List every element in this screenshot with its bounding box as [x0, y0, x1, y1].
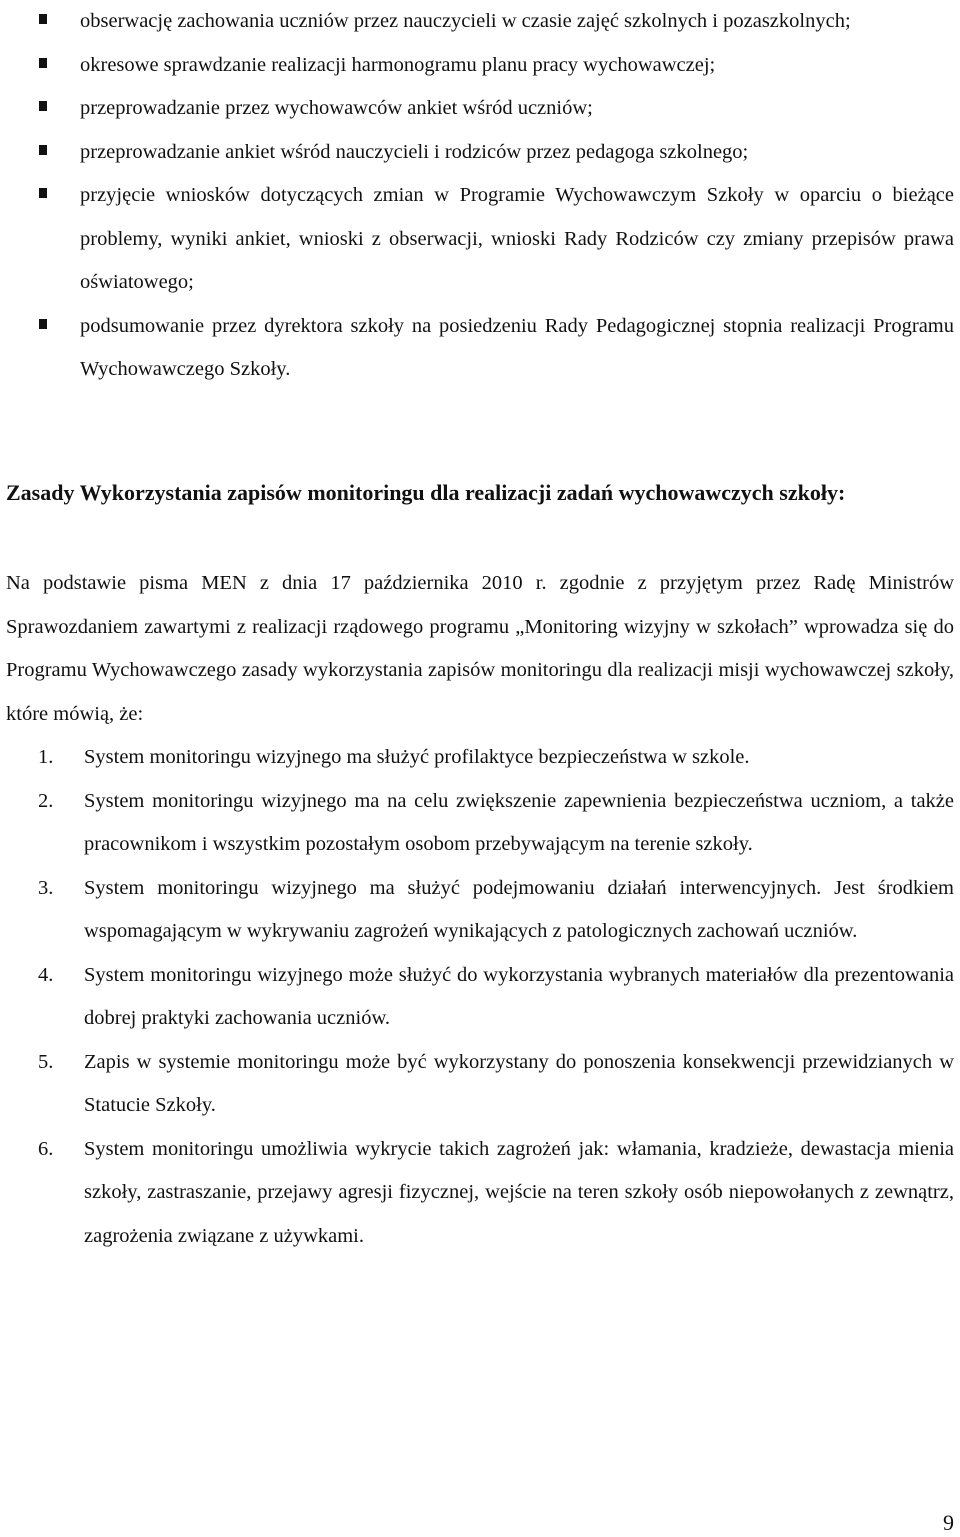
item-number: 2.: [38, 789, 54, 812]
item-number: 5.: [38, 1050, 54, 1073]
list-item-text: przeprowadzanie przez wychowawców ankiet wśród uczniów;: [80, 97, 593, 119]
list-item-text: przeprowadzanie ankiet wśród nauczycieli i rodziców przez pedagoga szkolnego;: [80, 140, 749, 163]
item-number: 3.: [38, 876, 54, 899]
list-item: [0, 0, 960, 44]
item-text: System monitoringu wizyjnego ma służyć podejmowaniu działań interwencyjnych. Jest środkiem wspomagającym w wykrywaniu zagrożeń wynikających z patologicznych zachowań uczniów.: [84, 876, 954, 942]
section-heading: Zasady Wykorzystania zapisów monitoringu dla realizacji zadań wychowawczych szkoły:: [6, 480, 846, 505]
square-bullet-icon: [39, 14, 47, 24]
list-item-text: przyjęcie wniosków dotyczących zmian w Programie Wychowawczym Szkoły w oparciu o bieżące problemy, wyniki ankiet, wnioski z obserwacji, wnioski Rady Rodziców czy zmiany przepisów prawa oświatowego;: [80, 184, 954, 293]
numbered-item: [0, 736, 960, 780]
item-text: Zapis w systemie monitoringu może być wykorzystany do ponoszenia konsekwencji przewidzianych w Statucie Szkoły.: [84, 1050, 954, 1116]
item-number: 1.: [38, 746, 54, 768]
list-item-text: obserwację zachowania uczniów przez nauczycieli w czasie zajęć szkolnych i pozaszkolnych;: [80, 10, 851, 32]
intro-paragraph: Na podstawie pisma MEN z dnia 17 października 2010 r. zgodnie z przyjętym przez Radę Ministrów Sprawozdaniem zawartymi z realizacji rządowego programu „Monitoring wizyjny w szkołach” wprowadza się do Programu Wychowawczego zasady wykorzystania zapisów monitoringu dla realizacji misji wychowawczej szkoły, które mówią, że:: [6, 572, 954, 725]
list-item-text: podsumowanie przez dyrektora szkoły na posiedzeniu Rady Pedagogicznej stopnia realizacji Programu Wychowawczego Szkoły.: [80, 314, 954, 380]
item-text: System monitoringu umożliwia wykrycie takich zagrożeń jak: włamania, kradzieże, dewastacja mienia szkoły, zastraszanie, przejawy agresji fizycznej, wejście na teren szkoły osób niepowołanych z zewnątrz, zagrożenia związane z używkami.: [84, 1137, 954, 1247]
list-item: [0, 131, 960, 175]
item-text: System monitoringu wizyjnego ma na celu zwiększenie zapewnienia bezpieczeństwa uczniom, a także pracownikom i wszystkim pozostałym osobom przebywającym na terenie szkoły.: [84, 789, 954, 855]
list-item: [0, 174, 960, 305]
numbered-item: [0, 1128, 960, 1259]
list-item: [0, 44, 960, 88]
item-number: 4.: [38, 963, 54, 986]
bullet-list: [0, 0, 960, 392]
numbered-item: [0, 867, 960, 954]
numbered-list: [0, 736, 960, 1258]
numbered-item: [0, 954, 960, 1041]
square-bullet-icon: [39, 145, 47, 155]
square-bullet-icon: [39, 58, 47, 68]
square-bullet-icon: [39, 319, 47, 329]
numbered-item: [0, 780, 960, 867]
page-number: 9: [943, 1510, 954, 1535]
numbered-item: [0, 1041, 960, 1128]
item-text: System monitoringu wizyjnego ma służyć profilaktyce bezpieczeństwa w szkole.: [84, 746, 750, 768]
item-number: 6.: [38, 1137, 54, 1160]
square-bullet-icon: [39, 101, 47, 111]
list-item-text: okresowe sprawdzanie realizacji harmonogramu planu pracy wychowawczej;: [80, 53, 716, 76]
item-text: System monitoringu wizyjnego może służyć do wykorzystania wybranych materiałów dla prezentowania dobrej praktyki zachowania uczniów.: [84, 963, 954, 1029]
square-bullet-icon: [39, 188, 47, 198]
list-item: [0, 305, 960, 392]
list-item: [0, 87, 960, 131]
